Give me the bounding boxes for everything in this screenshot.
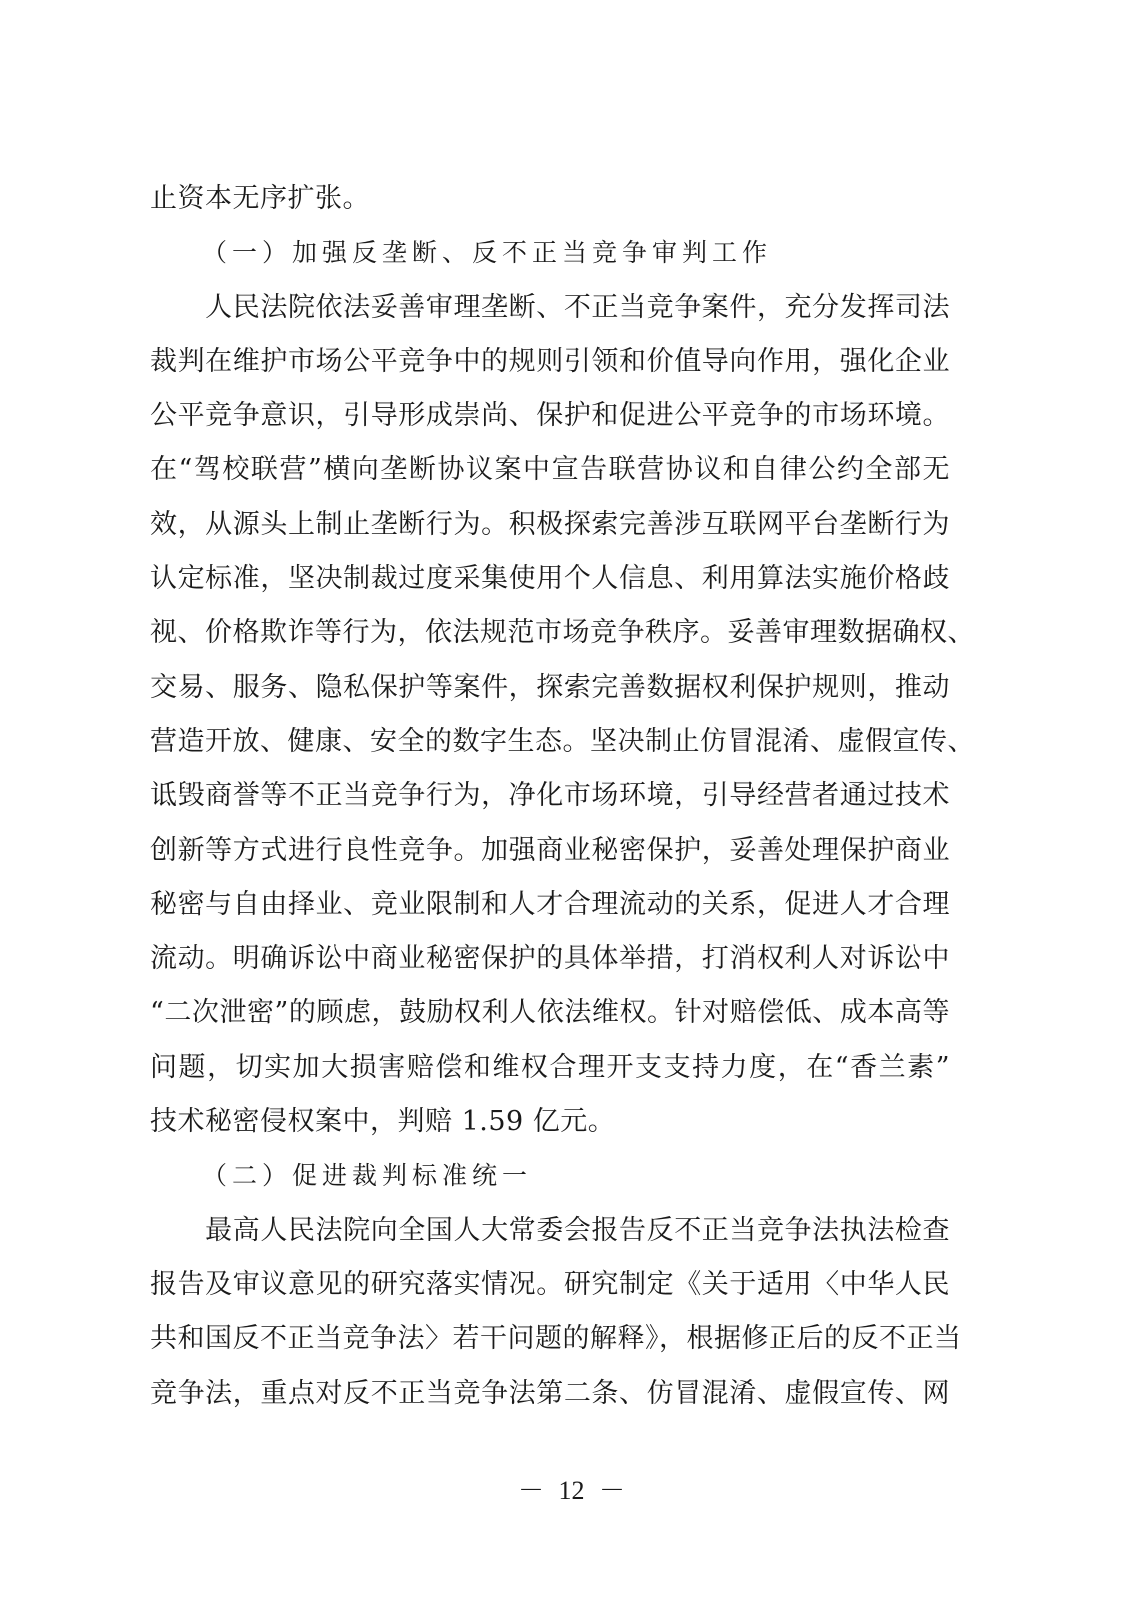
- paragraph-line: 共和国反不正当竞争法〉若干问题的解释》，根据修正后的反不正当: [150, 1323, 962, 1355]
- paragraph-line: 问题，切实加大损害赔偿和维权合理开支支持力度，在“香兰素”: [150, 1051, 950, 1083]
- paragraph-line: 报告及审议意见的研究落实情况。研究制定《关于适用〈中华人民: [150, 1268, 950, 1300]
- paragraph-line: 人民法院依法妥善审理垄断、不正当竞争案件，充分发挥司法: [150, 291, 950, 323]
- paragraph-line: 交易、服务、隐私保护等案件，探索完善数据权利保护规则，推动: [150, 671, 950, 703]
- paragraph-line: 裁判在维护市场公平竞争中的规则引领和价值导向作用，强化企业: [150, 345, 950, 377]
- paragraph-line: “二次泄密”的顾虑，鼓励权利人依法维权。针对赔偿低、成本高等: [150, 997, 950, 1029]
- paragraph-line: 诋毁商誉等不正当竞争行为，净化市场环境，引导经营者通过技术: [150, 780, 950, 812]
- document-body: [150, 172, 975, 1421]
- paragraph-line: 创新等方式进行良性竞争。加强商业秘密保护，妥善处理保护商业: [150, 834, 950, 866]
- paragraph-line: 公平竞争意识，引导形成崇尚、保护和促进公平竞争的市场环境。: [150, 400, 950, 432]
- page-number: － 12 －: [517, 1476, 625, 1505]
- paragraph-line: 在“驾校联营”横向垄断协议案中宣告联营协议和自律公约全部无: [150, 454, 950, 486]
- paragraph-line: 营造开放、健康、安全的数字生态。坚决制止仿冒混淆、虚假宣传、: [150, 725, 975, 757]
- paragraph-line: 效，从源头上制止垄断行为。积极探索完善涉互联网平台垄断行为: [150, 508, 950, 540]
- paragraph-line: 技术秘密侵权案中，判赔 1.59 亿元。: [150, 1106, 616, 1138]
- paragraph-line: 流动。明确诉讼中商业秘密保护的具体举措，打消权利人对诉讼中: [150, 943, 950, 975]
- paragraph-line: 止资本无序扩张。: [150, 183, 370, 214]
- paragraph-line: 秘密与自由择业、竞业限制和人才合理流动的关系，促进人才合理: [150, 888, 950, 920]
- paragraph-line: 最高人民法院向全国人大常委会报告反不正当竞争法执法检查: [150, 1214, 950, 1246]
- section-heading: （一）加强反垄断、反不正当竞争审判工作: [202, 238, 773, 268]
- paragraph-line: 视、价格欺诈等行为，依法规范市场竞争秩序。妥善审理数据确权、: [150, 617, 975, 649]
- section-heading: （二）促进裁判标准统一: [202, 1161, 533, 1191]
- paragraph-line: 竞争法，重点对反不正当竞争法第二条、仿冒混淆、虚假宣传、网: [150, 1377, 950, 1409]
- paragraph-line: 认定标准，坚决制裁过度采集使用个人信息、利用算法实施价格歧: [150, 563, 950, 595]
